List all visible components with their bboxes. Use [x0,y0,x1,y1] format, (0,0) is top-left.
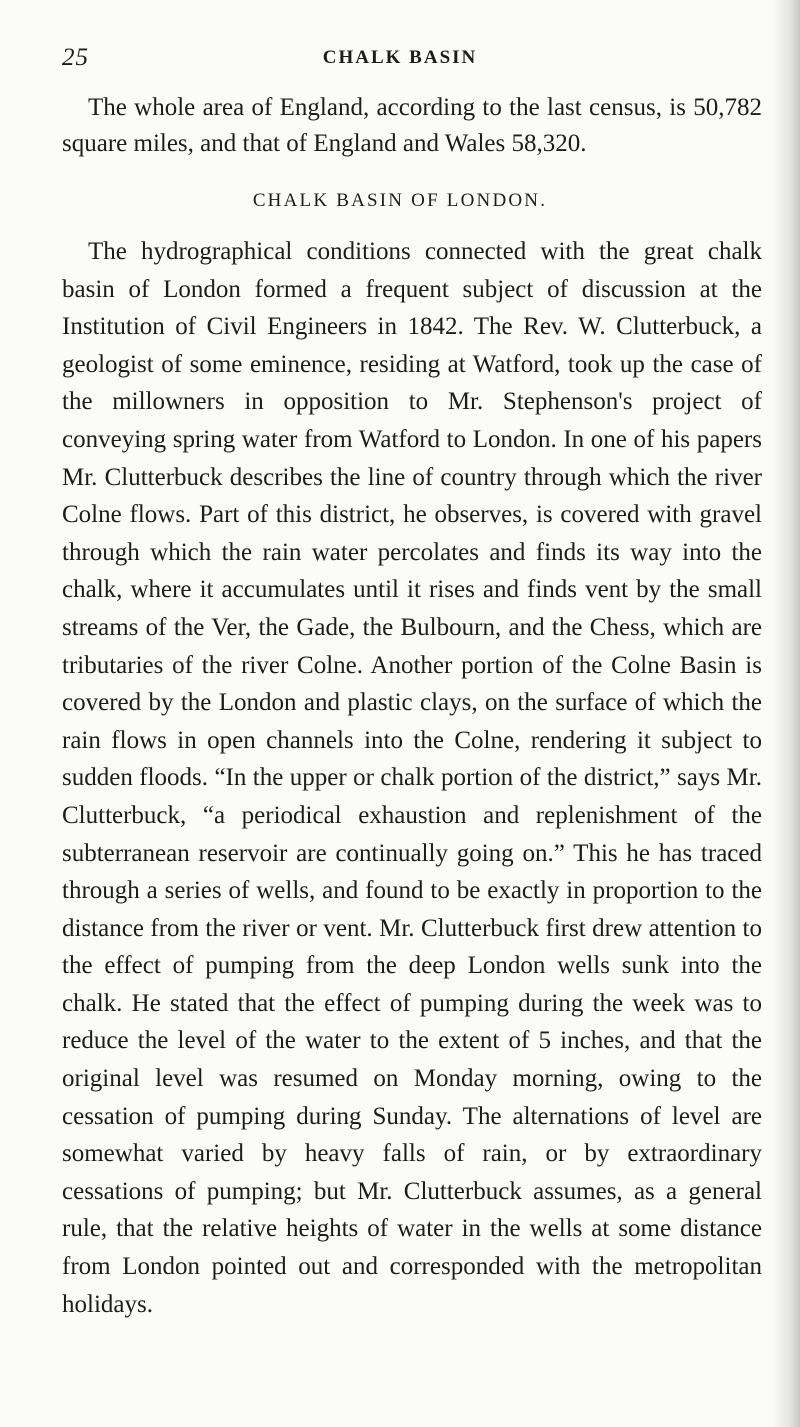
page-number: 25 [62,44,89,71]
page-edge-shadow [772,0,800,1427]
paragraph-chalk-basin: The hydrographical conditions connected with the great chalk basin of London formed a frequent subject of discussion at the Institution of Civil Engineers in 1842. The Rev. W. Clutterbuck, a geologist of some eminence, residing at Watford, took up the case of the millowners in opposition to Mr. Stephenson's project of conveying spring water from Watford to London. In one of his papers Mr. Clutterbuck describes the line of country through which the river Colne flows. Part of this district, he observes, is covered with gravel through which the rain water percolates and finds its way into the chalk, where it accumulates until it rises and finds vent by the small streams of the Ver, the Gade, the Bulbourn, and the Chess, which are tributaries of the river Colne. Another portion of the Colne Basin is covered by the London and plastic clays, on the surface of which the rain flows in open channels into the Colne, rendering it subject to sudden floods. “In the upper or chalk portion of the district,” says Mr. Clutterbuck, “a periodical exhaustion and replenishment of the subterranean reservoir are continually going on.” This he has traced through a series of wells, and found to be exactly in proportion to the distance from the river or vent. Mr. Clutterbuck first drew attention to the effect of pumping from the deep London wells sunk into the chalk. He stated that the effect of pumping during the week was to reduce the level of the water to the extent of 5 inches, and that the original level was resumed on Monday morning, owing to the cessation of pumping during Sunday. The alternations of level are somewhat varied by heavy falls of rain, or by extraordinary cessations of pumping; but Mr. Clutterbuck assumes, as a general rule, that the relative heights of water in the wells at some distance from London pointed out and corresponded with the metropolitan holidays. [62,238,762,1318]
section-heading: CHALK BASIN OF LONDON. [252,190,548,211]
paragraph-census-area: The whole area of England, according to the last census, is 50,782 square miles, and that of England and Wales 58,320. [62,94,762,157]
running-head: CHALK BASIN [322,47,478,68]
